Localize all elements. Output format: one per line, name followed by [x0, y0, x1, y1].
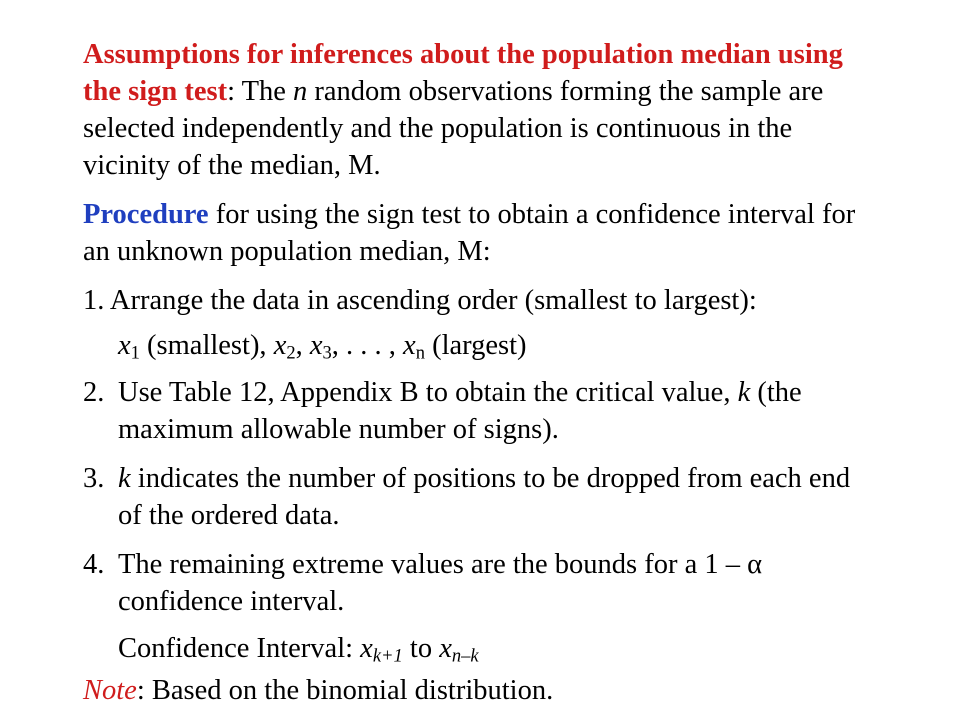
confidence-interval-line [118, 630, 479, 667]
assumptions-separator: : [227, 76, 242, 107]
step-1-text: 1. Arrange the data in ascending order (smallest to largest): [83, 285, 757, 316]
step-2 [83, 374, 873, 448]
subscript-2: 2 [286, 342, 296, 364]
step-3 [83, 460, 873, 534]
x-symbol: x [118, 330, 131, 361]
subscript-k-plus-1: k+1 [372, 645, 403, 667]
x-symbol: x [439, 633, 452, 664]
subscript-n: n [415, 342, 425, 364]
note-line [83, 672, 873, 709]
assumptions-paragraph [83, 36, 873, 184]
step-4 [83, 546, 873, 620]
step-4-number: 4. [83, 549, 105, 580]
subscript-n-minus-k: n–k [451, 645, 479, 667]
step-2-text [118, 374, 873, 448]
procedure-text: for using the sign test to obtain a confidence interval for an unknown population median, M: [83, 199, 856, 267]
x-symbol: x [309, 330, 323, 361]
x-symbol: x [273, 330, 287, 361]
variable-k: k [737, 377, 751, 408]
comma: , [295, 330, 310, 361]
step-1 [83, 282, 873, 319]
largest-label: (largest) [424, 330, 527, 361]
smallest-label: (smallest), [139, 330, 274, 361]
subscript-3: 3 [322, 342, 332, 364]
step-2-number: 2. [83, 377, 105, 408]
procedure-heading: Procedure [83, 199, 209, 230]
assumptions-text-b: random observations forming the sample are selected independently and the population is continuous in the vicinity of the median, M. [83, 76, 824, 181]
variable-n: n [293, 76, 308, 107]
ci-to: to [402, 633, 440, 664]
x-symbol: x [403, 330, 416, 361]
step-3-number: 3. [83, 463, 105, 494]
ordered-sequence [118, 327, 527, 364]
step-3-text-body: indicates the number of positions to be dropped from each end of the ordered data. [118, 463, 851, 531]
note-label: Note [83, 675, 137, 706]
step-2-text-b: (the maximum allowable number of signs). [118, 377, 802, 445]
step-3-text [118, 460, 873, 534]
note-text: : Based on the binomial distribution. [136, 675, 554, 706]
step-4-text: The remaining extreme values are the bounds for a 1 – α confidence interval. [118, 549, 763, 617]
ellipsis: , . . . , [331, 330, 404, 361]
assumptions-heading: Assumptions for inferences about the population median using the sign test [83, 39, 843, 107]
procedure-paragraph [83, 196, 873, 270]
step-2-text-a: Use Table 12, Appendix B to obtain the critical value, [118, 377, 738, 408]
subscript-1: 1 [130, 342, 140, 364]
assumptions-text-a: The [241, 76, 294, 107]
x-symbol: x [360, 633, 373, 664]
variable-k: k [118, 463, 131, 494]
ci-label: Confidence Interval: [118, 633, 361, 664]
